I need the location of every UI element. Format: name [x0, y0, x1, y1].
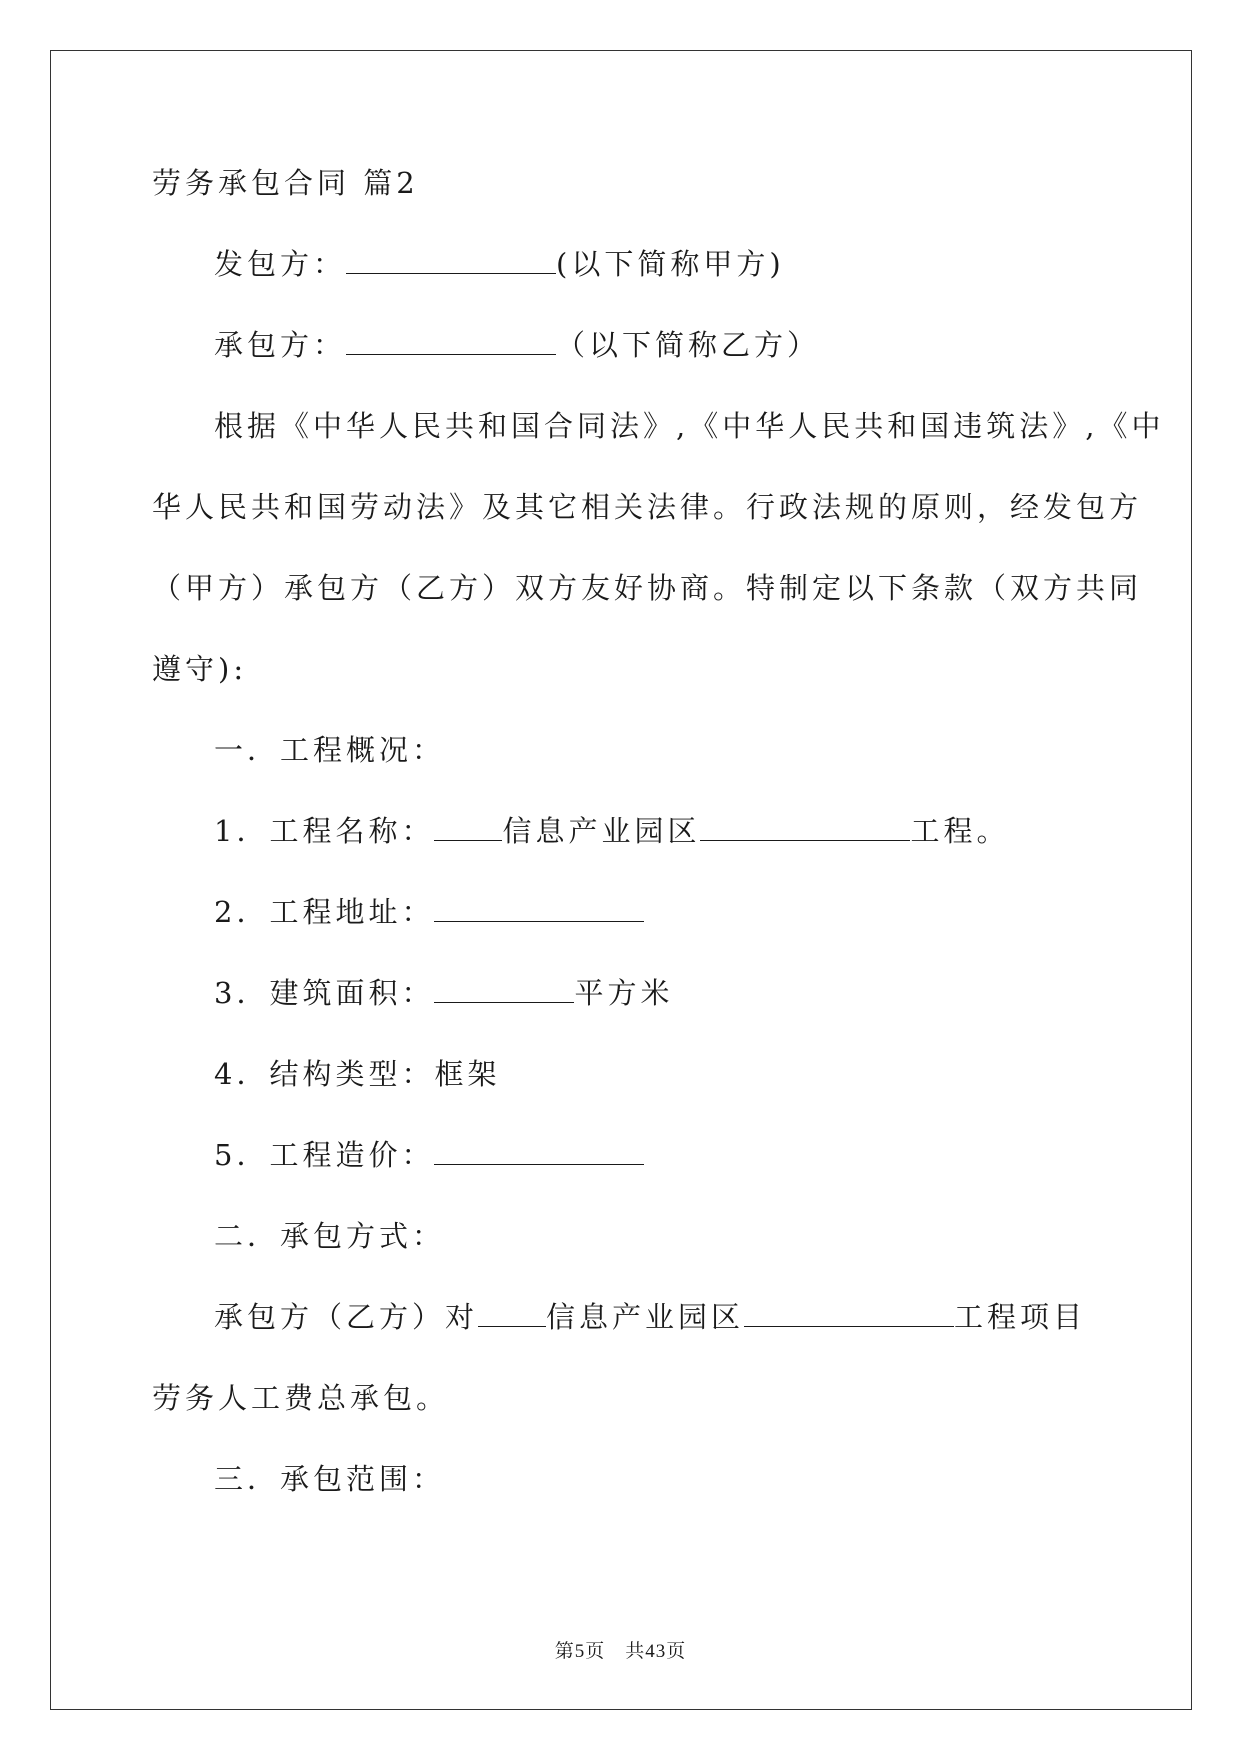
document-title: 劳务承包合同 篇2	[152, 166, 419, 200]
party-a-label: 发包方：	[214, 247, 347, 281]
item-1-blank-a	[434, 814, 502, 841]
section-2-heading: 二．承包方式：	[214, 1219, 446, 1253]
contract-mode-line-2: 劳务人工费总承包。	[152, 1381, 450, 1415]
contract-mode-blank-b	[744, 1300, 954, 1327]
item-project-address	[152, 894, 1092, 930]
item-1-label: 1．工程名称：	[214, 814, 435, 848]
item-project-name	[152, 813, 1092, 849]
contract-mode-end: 工程项目	[954, 1300, 1087, 1334]
party-a-suffix: (以下简称甲方)	[556, 247, 785, 281]
footer-prefix: 第	[554, 1640, 575, 1662]
item-2-blank	[434, 895, 644, 922]
item-3-label: 3．建筑面积：	[214, 976, 435, 1010]
footer-mid: 页 共	[585, 1640, 646, 1662]
page-footer	[0, 1636, 1241, 1663]
item-5-blank	[434, 1138, 644, 1165]
contract-mode-start: 承包方（乙方）对	[214, 1300, 479, 1334]
item-project-cost	[152, 1137, 1092, 1173]
preamble-line-4: 遵守):	[152, 652, 248, 686]
footer-page-total: 43	[645, 1641, 667, 1662]
preamble-line-1: 根据《中华人民共和国合同法》,《中华人民共和国违筑法》,《中	[214, 409, 1165, 443]
party-b-label: 承包方：	[214, 328, 347, 362]
item-1-end: 工程。	[910, 814, 1010, 848]
item-2-label: 2．工程地址：	[214, 895, 435, 929]
preamble-line-3: （甲方）承包方（乙方）双方友好协商。特制定以下条款（双方共同	[152, 571, 1143, 605]
party-b-suffix: （以下简称乙方）	[556, 328, 821, 362]
contract-mode-blank-a	[478, 1300, 546, 1327]
contract-mode-line-1	[152, 1299, 1092, 1335]
item-structure-type: 4．结构类型：框架	[214, 1057, 501, 1091]
item-3-unit: 平方米	[574, 976, 674, 1010]
party-b-line	[152, 327, 1092, 363]
footer-page-current: 5	[574, 1641, 586, 1662]
section-3-heading: 三．承包范围：	[214, 1462, 446, 1496]
section-1-heading: 一．工程概况：	[214, 733, 446, 767]
item-building-area	[152, 975, 1092, 1011]
contract-mode-mid: 信息产业园区	[546, 1300, 745, 1334]
item-1-mid: 信息产业园区	[502, 814, 701, 848]
party-a-line	[152, 246, 1092, 282]
party-a-blank	[346, 247, 556, 274]
preamble-line-2: 华人民共和国劳动法》及其它相关法律。行政法规的原则，经发包方	[152, 490, 1143, 524]
item-5-label: 5．工程造价：	[214, 1138, 435, 1172]
document-body	[152, 165, 1165, 1542]
item-3-blank	[434, 976, 574, 1003]
party-b-blank	[346, 328, 556, 355]
item-1-blank-b	[700, 814, 910, 841]
footer-suffix: 页	[666, 1640, 687, 1662]
